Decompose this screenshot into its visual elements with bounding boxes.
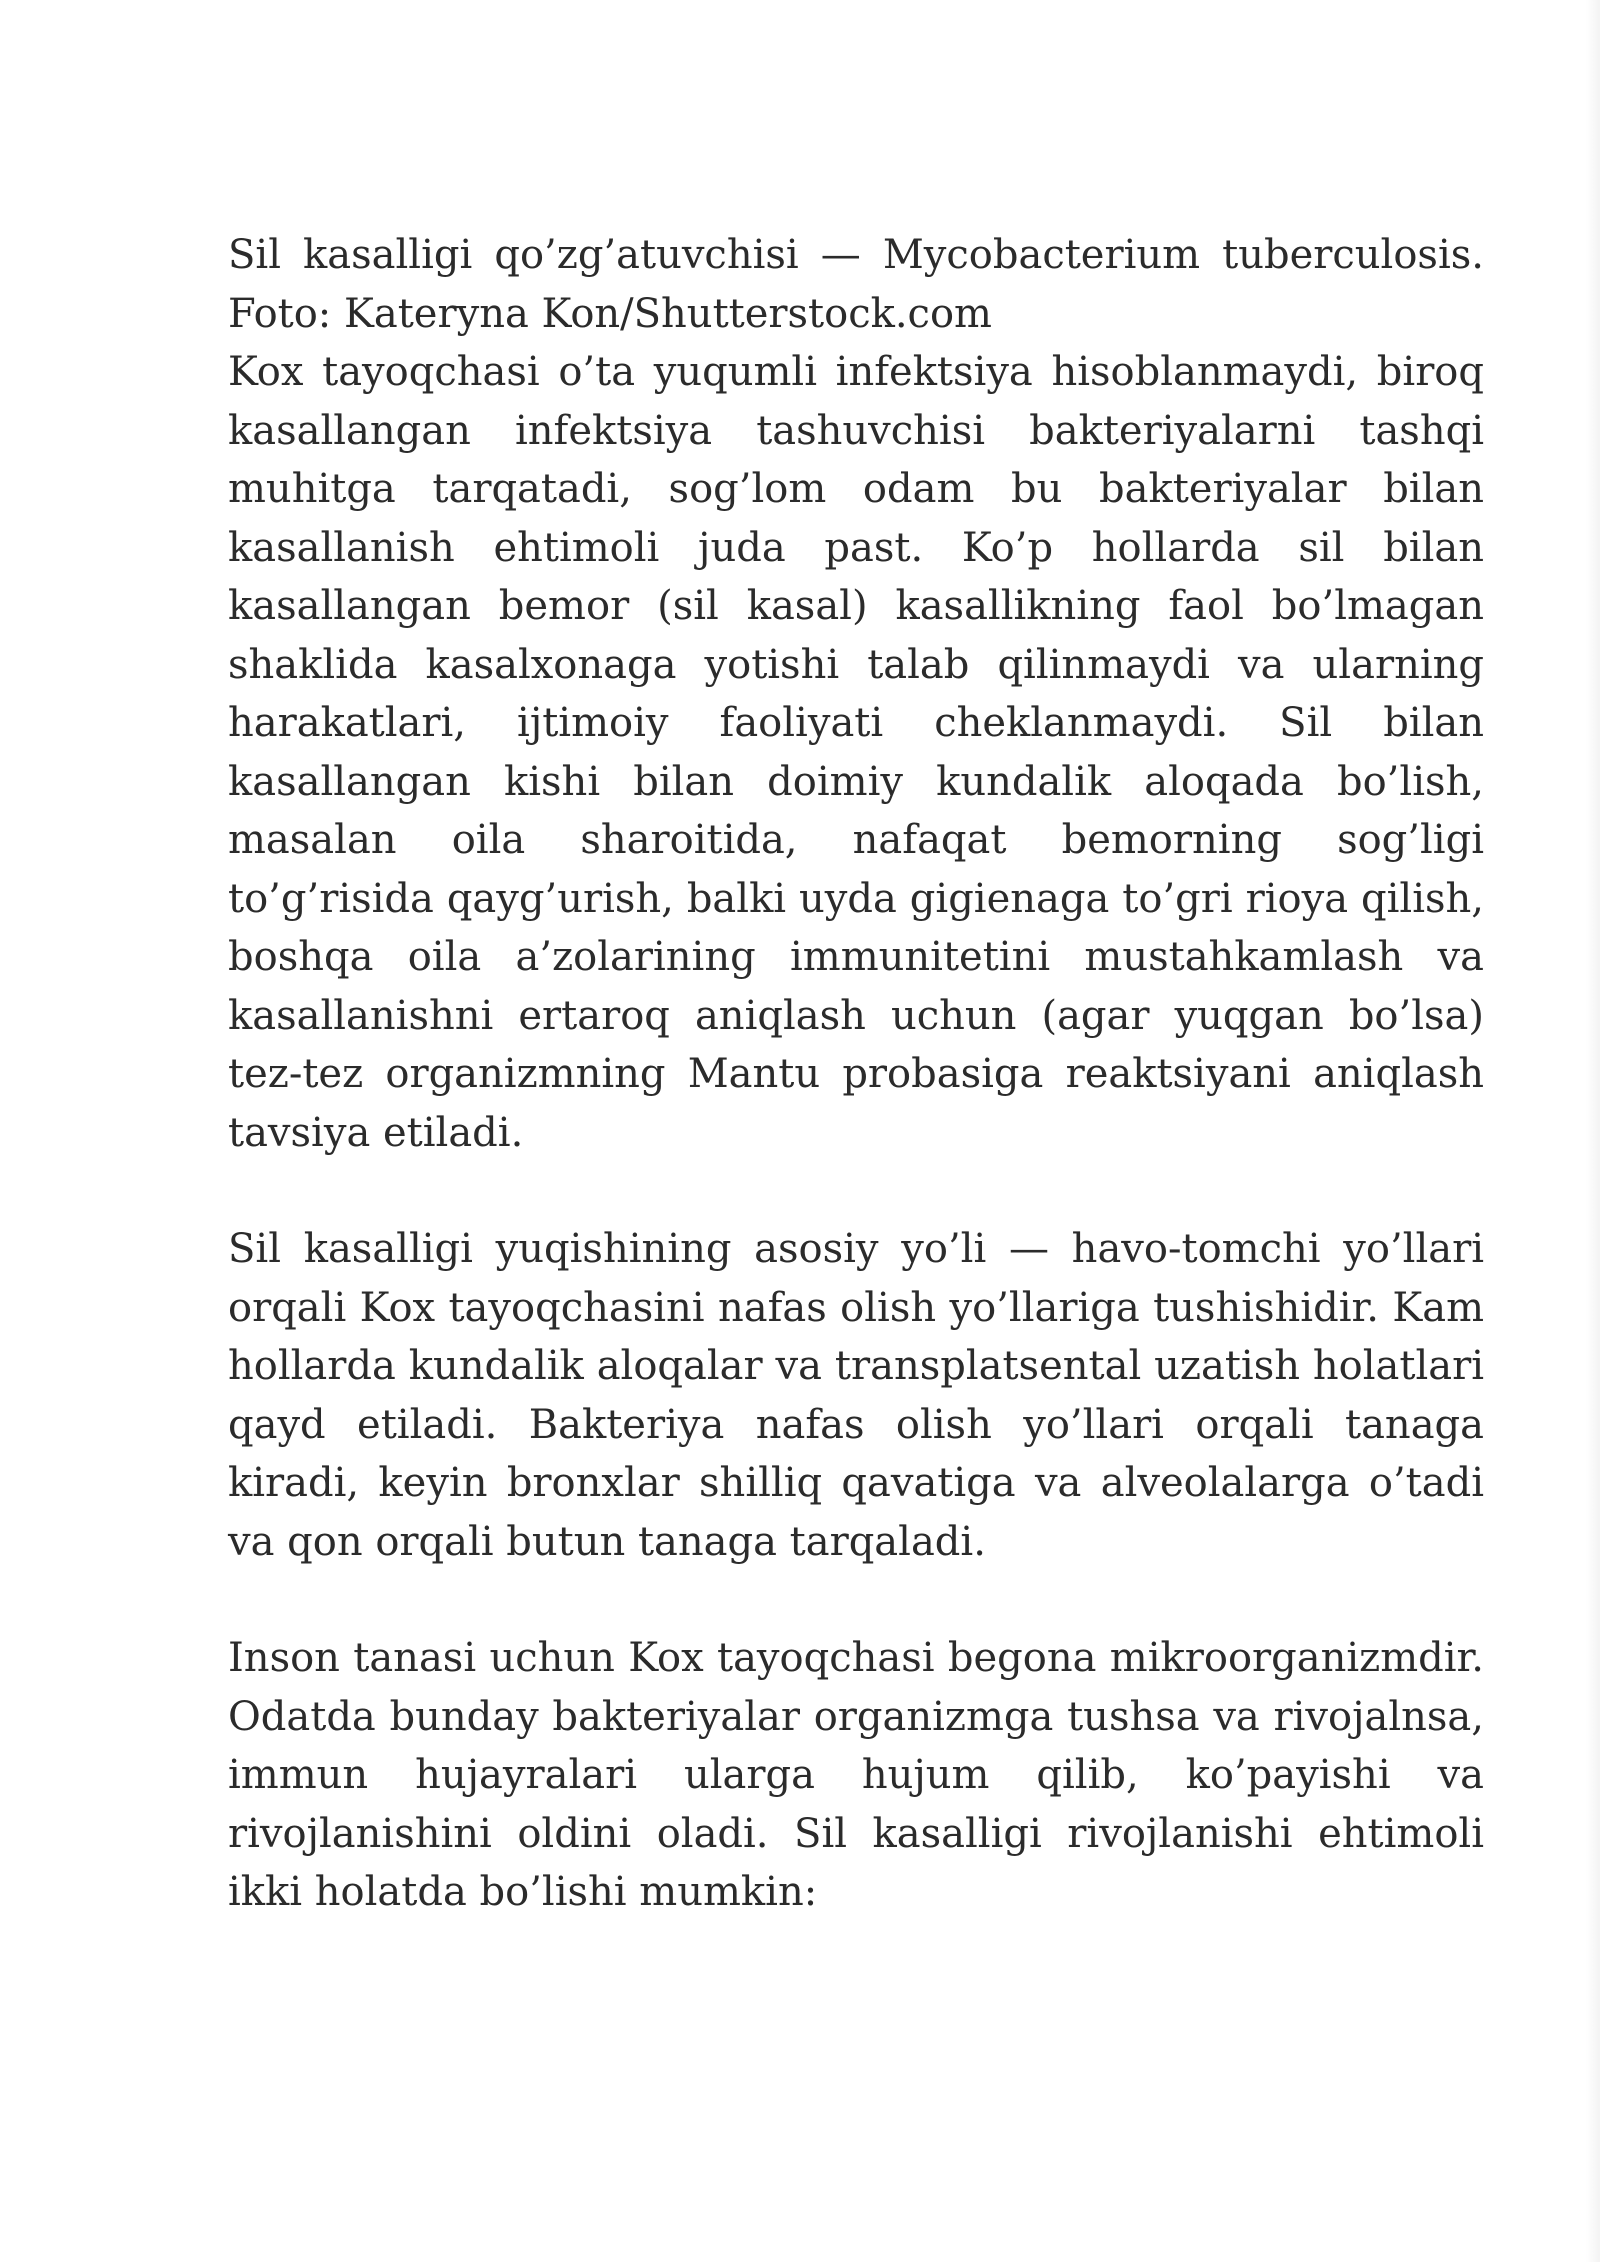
- paragraph-2: Sil kasalligi yuqishining asosiy yo’li — havo-tomchi yo’llari orqali Kox tayoqchasini nafas olish yo’llariga tushishidir. Kam hollarda kundalik aloqalar va transplatsental uzatish holatlari qayd etiladi. Bakteriya nafas olish yo’llari orqali tanaga kiradi, keyin bronxlar shilliq qavatiga va alveolalarga o’tadi va qon orqali butun tanaga tarqaladi.: [228, 1226, 1484, 1565]
- document-body: [228, 226, 1484, 1922]
- photo-caption: Sil kasalligi qo’zg’atuvchisi — Mycobacterium tuberculosis. Foto: Kateryna Kon/Shutterstock.com: [228, 232, 1484, 337]
- paragraph-3: Inson tanasi uchun Kox tayoqchasi begona mikroorganizmdir. Odatda bunday bakteriyalar organizmga tushsa va rivojalnsa, immun hujayralari ularga hujum qilib, ko’payishi va rivojlanishini oldini oladi. Sil kasalligi rivojlanishi ehtimoli ikki holatda bo’lishi mumkin:: [228, 1635, 1484, 1915]
- paragraph-1: Kox tayoqchasi o’ta yuqumli infektsiya hisoblanmaydi, biroq kasallangan infektsiya tashuvchisi bakteriyalarni tashqi muhitga tarqatadi, sog’lom odam bu bakteriyalar bilan kasallanish ehtimoli juda past. Ko’p hollarda sil bilan kasallangan bemor (sil kasal) kasallikning faol bo’lmagan shaklida kasalxonaga yotishi talab qilinmaydi va ularning harakatlari, ijtimoiy faoliyati cheklanmaydi. Sil bilan kasallangan kishi bilan doimiy kundalik aloqada bo’lish, masalan oila sharoitida, nafaqat bemorning sog’ligi to’g’risida qayg’urish, balki uyda gigienaga to’gri rioya qilish, boshqa oila a’zolarining immunitetini mustahkamlash va kasallanishni ertaroq aniqlash uchun (agar yuqgan bo’lsa) tez-tez organizmning Mantu probasiga reaktsiyani aniqlash tavsiya etiladi.: [228, 349, 1484, 1156]
- photo-caption-and-paragraph: [228, 226, 1484, 1162]
- page-edge-shadow: [1586, 0, 1600, 2262]
